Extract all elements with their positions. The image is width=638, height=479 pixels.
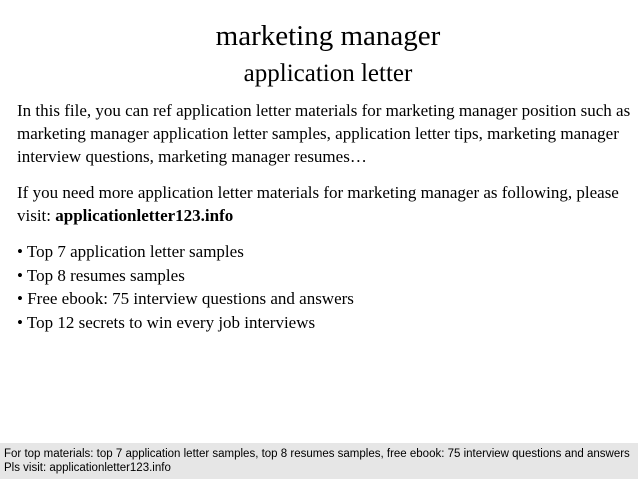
bullet-item: • Top 12 secrets to win every job interviews: [17, 312, 316, 332]
footer-bar: [0, 443, 638, 479]
bullet-list: [17, 240, 632, 334]
visit-paragraph-text: If you need more application letter materials for marketing manager as following, please visit:: [17, 183, 619, 225]
website-link[interactable]: applicationletter123.info: [55, 206, 234, 225]
title-line-1: marketing manager: [215, 20, 441, 52]
visit-paragraph: [17, 181, 632, 227]
bullet-item: • Free ebook: 75 interview questions and answers: [17, 289, 354, 308]
intro-paragraph: In this file, you can ref application letter materials for marketing manager position such as marketing manager application letter samples, application letter tips, marketing manager interview questions, marketing manager resumes…: [17, 101, 631, 166]
bullet-item: • Top 7 application letter samples: [17, 242, 244, 261]
footer-line-2: Pls visit: applicationletter123.info: [4, 461, 171, 474]
title-line-2: application letter: [243, 60, 413, 87]
bullet-item: • Top 8 resumes samples: [17, 265, 185, 285]
footer-line-1: For top materials: top 7 application letter samples, top 8 resumes samples, free ebook: 75 interview questions and answers: [4, 448, 630, 460]
